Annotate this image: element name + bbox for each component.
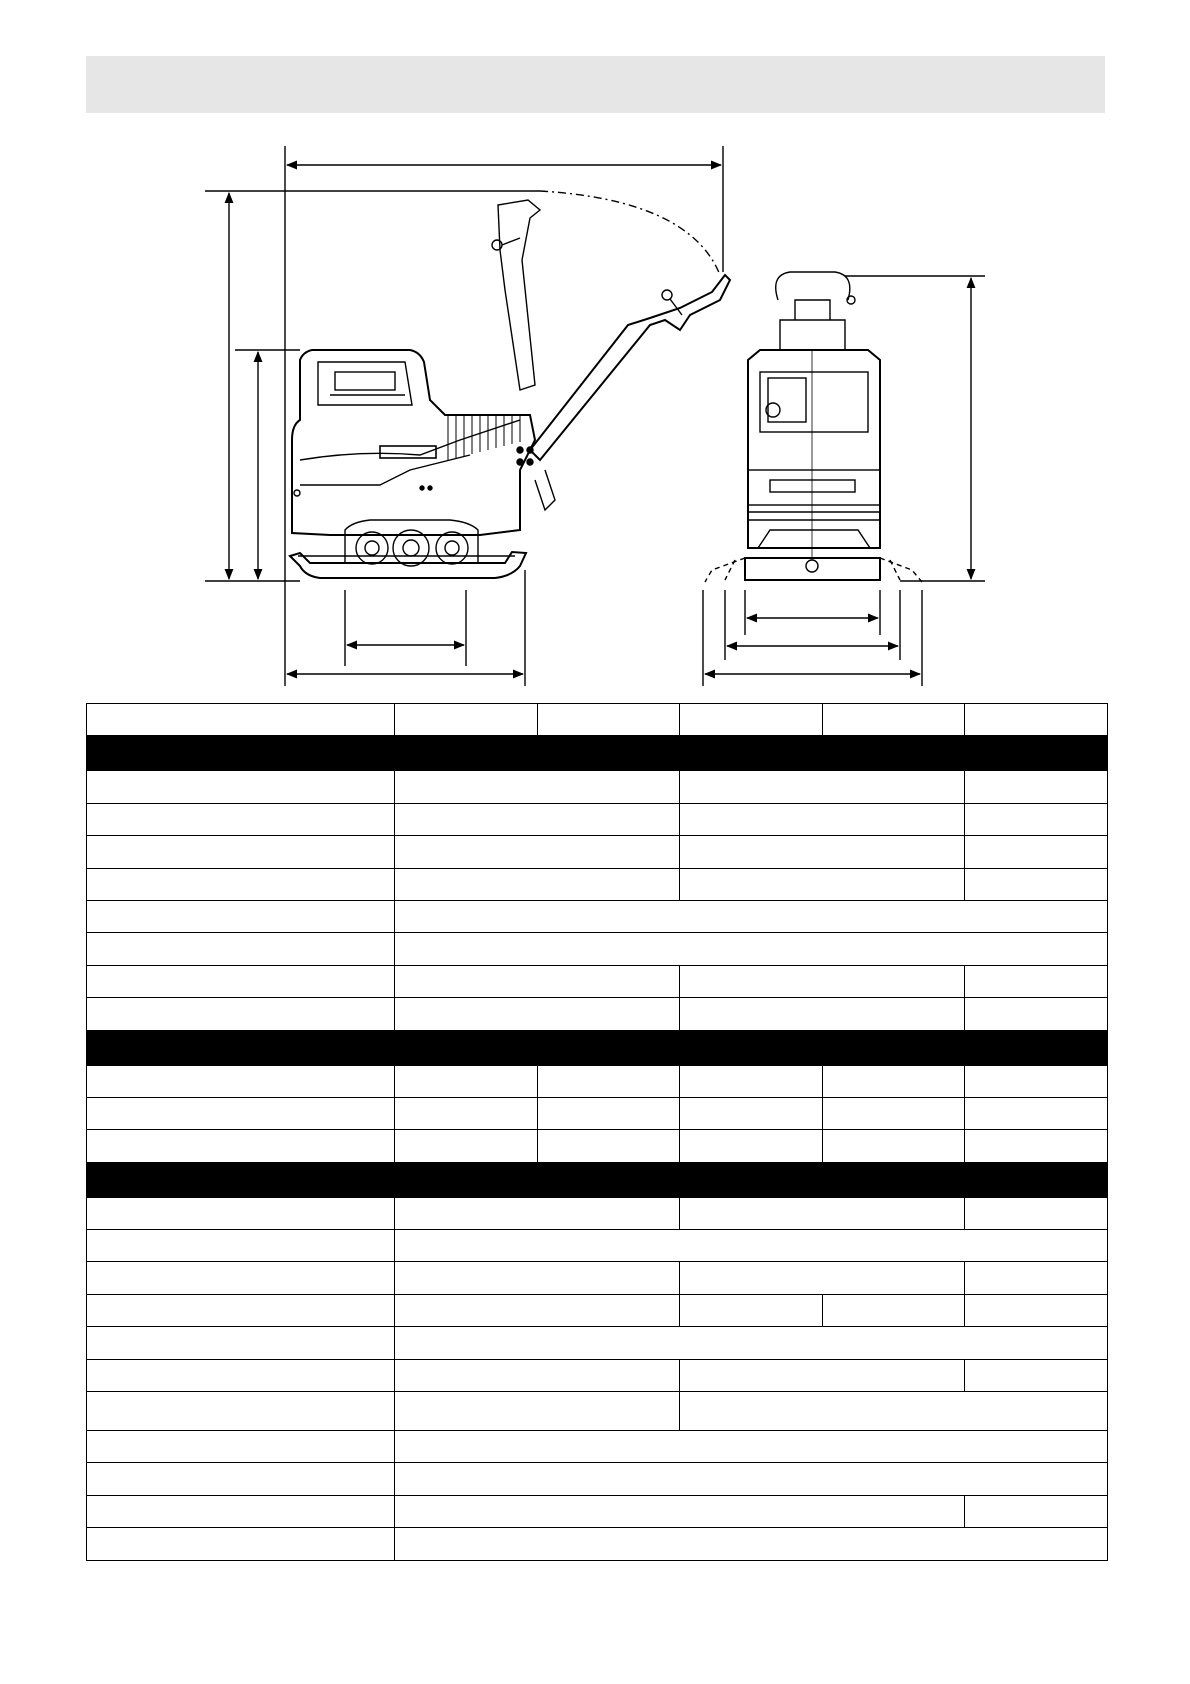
table-cell [680, 1097, 823, 1129]
table-cell [395, 771, 680, 803]
table-cell [395, 1359, 680, 1391]
section-title [87, 736, 1108, 771]
table-cell [395, 1463, 1108, 1495]
table-cell [965, 704, 1108, 736]
table-cell [537, 704, 680, 736]
table-cell [680, 704, 823, 736]
table-cell [680, 803, 965, 835]
table-cell [87, 1392, 395, 1431]
table-cell [395, 1431, 1108, 1463]
table-cell [680, 771, 965, 803]
table-cell [395, 1392, 680, 1431]
table-row [87, 836, 1108, 868]
table-cell [395, 965, 680, 997]
table-cell [395, 1197, 680, 1229]
table-cell [965, 1262, 1108, 1294]
table-cell [395, 1495, 965, 1527]
table-cell [965, 1065, 1108, 1097]
table-cell [395, 900, 1108, 932]
table-cell [822, 704, 965, 736]
table-cell [87, 1463, 395, 1495]
table-section-row [87, 736, 1108, 771]
table-cell [87, 965, 395, 997]
table-cell [395, 1097, 538, 1129]
table-cell [537, 1097, 680, 1129]
table-cell [87, 998, 395, 1030]
table-row [87, 1130, 1108, 1162]
table-cell [965, 1130, 1108, 1162]
table-cell [87, 1431, 395, 1463]
table-cell [965, 1097, 1108, 1129]
table-cell [87, 836, 395, 868]
table-row [87, 868, 1108, 900]
table-cell [395, 1230, 1108, 1262]
table-cell [87, 1097, 395, 1129]
table-row [87, 1327, 1108, 1359]
table-row [87, 803, 1108, 835]
table-cell [822, 1097, 965, 1129]
table-row [87, 1197, 1108, 1229]
table-section-row [87, 1162, 1108, 1197]
table-row [87, 1262, 1108, 1294]
table-cell [395, 868, 680, 900]
table-cell [87, 1294, 395, 1326]
table-cell [87, 1359, 395, 1391]
table-row [87, 1294, 1108, 1326]
table-cell [395, 1327, 1108, 1359]
front-view [703, 272, 985, 686]
table-cell [965, 868, 1108, 900]
table-cell [965, 1359, 1108, 1391]
table-cell [680, 1262, 965, 1294]
table-cell [965, 1197, 1108, 1229]
table-cell [395, 1262, 680, 1294]
table-cell [822, 1065, 965, 1097]
table-row [87, 1431, 1108, 1463]
table-cell [395, 998, 680, 1030]
table-cell [87, 704, 395, 736]
table-row [87, 1230, 1108, 1262]
table-cell [395, 1294, 680, 1326]
compactor-technical-drawing [0, 0, 1190, 700]
table-cell [965, 836, 1108, 868]
table-cell [680, 836, 965, 868]
table-row [87, 1528, 1108, 1560]
table-cell [537, 1130, 680, 1162]
table-cell [965, 965, 1108, 997]
table-cell [822, 1294, 965, 1326]
section-title [87, 1030, 1108, 1065]
table-cell [395, 704, 538, 736]
table-cell [87, 900, 395, 932]
table-row [87, 933, 1108, 965]
table-cell [965, 998, 1108, 1030]
side-view [205, 146, 730, 686]
section-title [87, 1162, 1108, 1197]
table-cell [822, 1130, 965, 1162]
table-row [87, 965, 1108, 997]
table-cell [680, 1359, 965, 1391]
specification-table [86, 703, 1108, 1561]
table-row [87, 998, 1108, 1030]
table-cell [680, 1197, 965, 1229]
table-cell [395, 803, 680, 835]
table-cell [395, 836, 680, 868]
table-row [87, 1463, 1108, 1495]
table-cell [87, 1065, 395, 1097]
table-cell [680, 1065, 823, 1097]
table-cell [680, 1294, 823, 1326]
table-cell [395, 933, 1108, 965]
table-cell [965, 1294, 1108, 1326]
table-cell [680, 868, 965, 900]
table-cell [395, 1130, 538, 1162]
table-cell [680, 1130, 823, 1162]
table-row [87, 1495, 1108, 1527]
table-section-row [87, 1030, 1108, 1065]
table-cell [87, 771, 395, 803]
table-cell [87, 868, 395, 900]
table-row [87, 771, 1108, 803]
table-cell [965, 771, 1108, 803]
table-cell [87, 1528, 395, 1560]
table-cell [87, 1495, 395, 1527]
table-cell [395, 1528, 1108, 1560]
table-cell [680, 965, 965, 997]
table-row [87, 1392, 1108, 1431]
table-cell [965, 803, 1108, 835]
table-cell [965, 1495, 1108, 1527]
table-row [87, 900, 1108, 932]
table-cell [537, 1065, 680, 1097]
table-cell [87, 1230, 395, 1262]
table-cell [680, 998, 965, 1030]
table-cell [87, 803, 395, 835]
table-cell [87, 1327, 395, 1359]
table-row [87, 1065, 1108, 1097]
table-row [87, 1097, 1108, 1129]
table-cell [87, 1197, 395, 1229]
table-cell [87, 1262, 395, 1294]
table-cell [87, 933, 395, 965]
table-cell [680, 1392, 1108, 1431]
table-cell [87, 1130, 395, 1162]
table-cell [395, 1065, 538, 1097]
table-header-row [87, 704, 1108, 736]
table-row [87, 1359, 1108, 1391]
